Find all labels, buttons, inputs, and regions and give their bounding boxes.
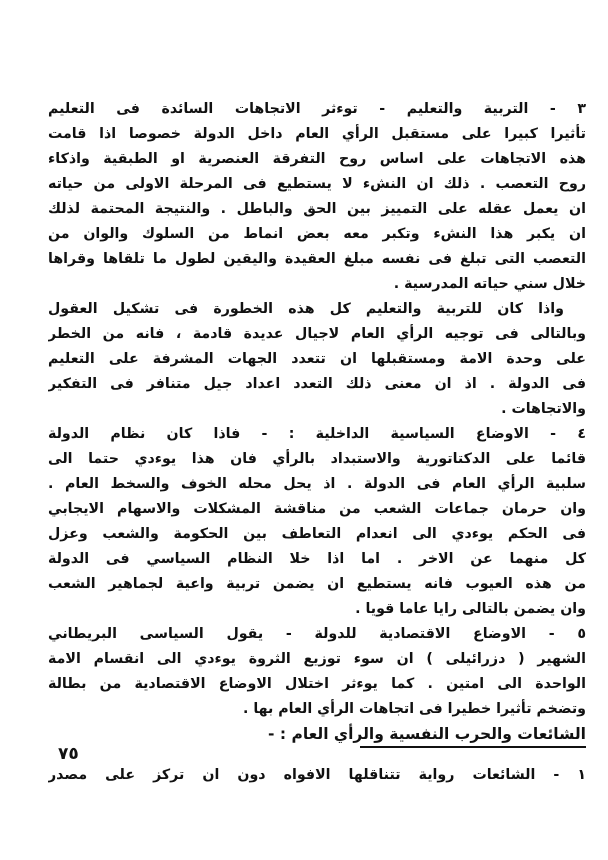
line-25: وتضخم تأثيرا خطيرا فى اتجاهات الرأي العام بها . xyxy=(242,701,586,717)
line-2: تأثيرا كبيرا على مستقبل الرأي العام داخل الدولة خصوصا اذا قامت xyxy=(48,126,586,142)
line-12: فى الدولة . اذ ان معنى ذلك التعدد اعداد جيل متنافر فى التفكير xyxy=(48,376,586,392)
line-14: ٤ - الاوضاع السياسية الداخلية : - فاذا كان نظام الدولة xyxy=(48,426,586,442)
line-11: على وحدة الامة ومستقبلها ان تتعدد الجهات المشرفة على التعليم xyxy=(48,351,586,367)
line-10: وبالتالى فى توجيه الرأي العام لاجيال عديدة قادمة ، فانه من الخطر xyxy=(48,326,586,342)
line-4: روح التعصب . ذلك ان النشء لا يستطيع فى المرحلة الاولى من حياته xyxy=(48,176,586,192)
line-5: ان يعمل عقله على التمييز بين الحق والباطل . والنتيجة المحتمة لذلك xyxy=(48,201,586,217)
section-heading: الشائعات والحرب النفسية والرأي العام : - xyxy=(268,725,586,743)
line-6: ان يكبر هذا النشء وتكبر معه بعض انماط من السلوك والوان من xyxy=(48,226,586,242)
line-1: ٣ - التربية والتعليم - توءثر الاتجاهات السائدة فى التعليم xyxy=(48,101,586,117)
line-24: الواحدة الى امتين . كما يوءثر اختلال الاوضاع الاقتصادية من بطالة xyxy=(48,676,586,692)
line-19: كل منهما عن الاخر . اما اذا خلا النظام السياسي فى الدولة xyxy=(48,551,586,567)
line-21: وان يضمن بالتالى رايا عاما قويا . xyxy=(355,601,586,617)
line-17: وان حرمان جماعات الشعب من مناقشة المشكلات والاسهام الايجابي xyxy=(48,501,586,517)
line-9: واذا كان للتربية والتعليم كل هذه الخطورة فى تشكيل العقول xyxy=(48,301,564,317)
line-16: سلبية الرأي العام فى الدولة . اذ يحل محله الخوف والسخط العام . xyxy=(48,476,586,492)
line-7: التعصب التى تبلغ فى نفسه مبلغ العقيدة واليقين لطول ما تلقاها وقراها xyxy=(48,251,586,267)
page-number: ٧٥ xyxy=(58,744,79,764)
line-8: خلال سني حياته المدرسية . xyxy=(393,276,586,292)
line-26: ١ - الشائعات رواية تتناقلها الافواه دون ان تركز على مصدر xyxy=(48,767,586,783)
heading-underline xyxy=(360,746,586,748)
line-3: هذه الاتجاهات على اساس روح التفرقة العنصرية او الطبقية واذكاء xyxy=(48,151,586,167)
line-20: من هذه العيوب فانه يستطيع ان يضمن تربية واعية لجماهير الشعب xyxy=(48,576,586,592)
line-13: والاتجاهات . xyxy=(501,401,586,417)
line-23: الشهير ( دزرائيلى ) ان سوء توزيع الثروة يوءدي الى انقسام الامة xyxy=(48,651,586,667)
line-22: ٥ - الاوضاع الاقتصادية للدولة - يقول السياسى البريطاني xyxy=(48,626,586,642)
line-15: قائما على الدكتاتورية والاستبداد بالرأي فان هذا يوءدي حتما الى xyxy=(48,451,586,467)
line-18: فى الحكم يوءدي الى انعدام التعاطف بين الحكومة والشعب وعزل xyxy=(48,526,586,542)
